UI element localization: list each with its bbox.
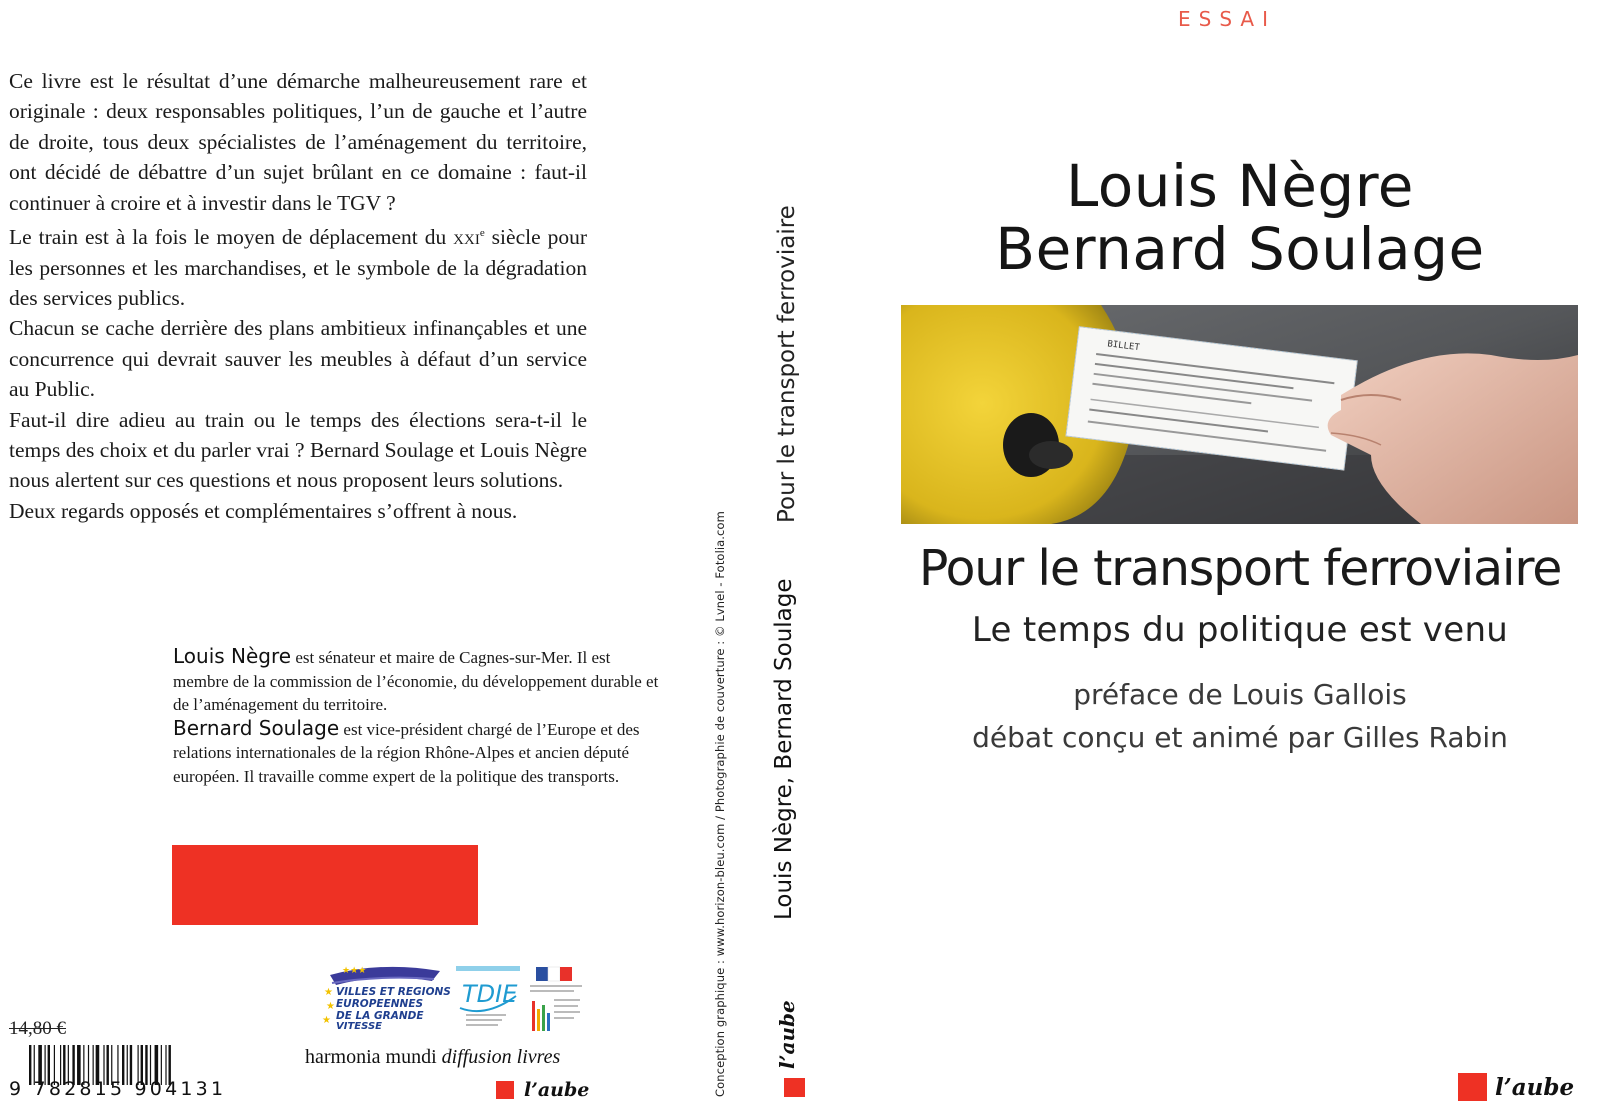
front-author-2: Bernard Soulage	[995, 215, 1485, 283]
book-subtitle: Le temps du politique est venu	[971, 610, 1509, 650]
svg-text:★: ★	[324, 987, 333, 998]
blurb-paragraph: Deux regards opposés et complémentaires s’offrent à nous.	[9, 498, 518, 523]
svg-text:★: ★	[326, 1001, 335, 1012]
front-author-1: Louis Nègre	[1066, 152, 1414, 220]
century-numeral: xxi	[453, 225, 480, 250]
cover-photo-ticket	[901, 305, 1578, 524]
villes-line: DE LA GRANDE	[336, 1010, 424, 1022]
bio-louis-negre	[173, 645, 661, 717]
spine-aube-logo-text: l’aube	[775, 1000, 799, 1069]
blurb-paragraph: Faut-il dire adieu au train ou le temps des élections sera-t-il le temps des choix et du parler vrai ? Bernard Soulage et Louis Nègre nous alertent sur ces questions et nous proposent leurs solutions.	[9, 407, 587, 493]
blurb-paragraph: Ce livre est le résultat d’une démarche malheureusement rare et originale : deux responsables politiques, l’un de gauche et l’autre de droite, tous deux spécialistes de l’aménagement du territoire, ont décidé de débattre d’un sujet brûlant en ce domaine : faut-il continuer à croire et à investir dans le TGV ?	[9, 69, 587, 215]
red-decorative-block	[172, 845, 478, 925]
spine-title: Pour le transport ferroviaire	[774, 205, 800, 523]
isbn-number: 9 782815 904131	[9, 1078, 227, 1100]
bio-text: est vice-président chargé de l’Europe et des relations internationales de la région Rhône-Alpes et ancien député européen. Il travaille comme expert de la politique des transports.	[173, 719, 640, 786]
villes-line: EUROPEENNES	[336, 998, 424, 1010]
villes-line: VITESSE	[336, 1021, 382, 1030]
author-bios	[173, 645, 661, 788]
spine-credits: Conception graphique : www.horizon-bleu.com / Photographie de couverture : © Lvnel - Fotolia.com	[713, 511, 727, 1097]
distributor: harmonia mundi diffusion livres	[305, 1046, 561, 1068]
debate-credit: débat conçu et animé par Gilles Rabin	[972, 721, 1508, 754]
ministry-logo	[528, 965, 585, 1035]
svg-text:★: ★	[322, 1015, 331, 1026]
ticket-title: BILLET	[1106, 339, 1141, 354]
bio-text: est sénateur et maire de Cagnes-sur-Mer. Il est membre de la commission de l’économie, du développement durable et de l’aménagement du territoire.	[173, 648, 659, 714]
century-superscript: e	[479, 227, 485, 240]
blurb-paragraph: Le train est à la fois le moyen de déplacement du xxi$^e$ siècle pour les personnes et les marchandises, et le symbole de la dégradation des services publics.	[9, 225, 587, 310]
aube-logo-text: l’aube	[524, 1079, 590, 1101]
spine-authors: Louis Nègre, Bernard Soulage	[771, 578, 797, 920]
aube-logo-back	[496, 1079, 589, 1101]
tdie-text: TDIE	[462, 980, 518, 1008]
tdie-logo	[456, 966, 520, 1029]
front-authors	[880, 152, 1600, 283]
svg-text:★★★: ★★★	[342, 965, 367, 975]
bio-name: Louis Nègre	[173, 644, 292, 668]
back-cover-blurb	[9, 66, 587, 526]
preface-credit: préface de Louis Gallois	[1073, 678, 1407, 711]
series-label: ESSAI	[1178, 7, 1276, 31]
book-title: Pour le transport ferroviaire	[918, 540, 1562, 597]
aube-logo-text: l’aube	[1495, 1073, 1575, 1101]
spine-aube-square-icon	[784, 1078, 805, 1097]
aube-square-icon	[496, 1081, 514, 1099]
price: 14,80 €	[9, 1018, 66, 1039]
villes-line: VILLES ET REGIONS	[336, 986, 451, 998]
blurb-paragraph: Chacun se cache derrière des plans ambitieux infinançables et une concurrence qui devrait sauver les meubles à défaut d’un service au Public.	[9, 316, 587, 402]
bio-bernard-soulage	[173, 717, 661, 789]
villes-regions-logo	[322, 965, 452, 1030]
bio-name: Bernard Soulage	[173, 715, 340, 740]
